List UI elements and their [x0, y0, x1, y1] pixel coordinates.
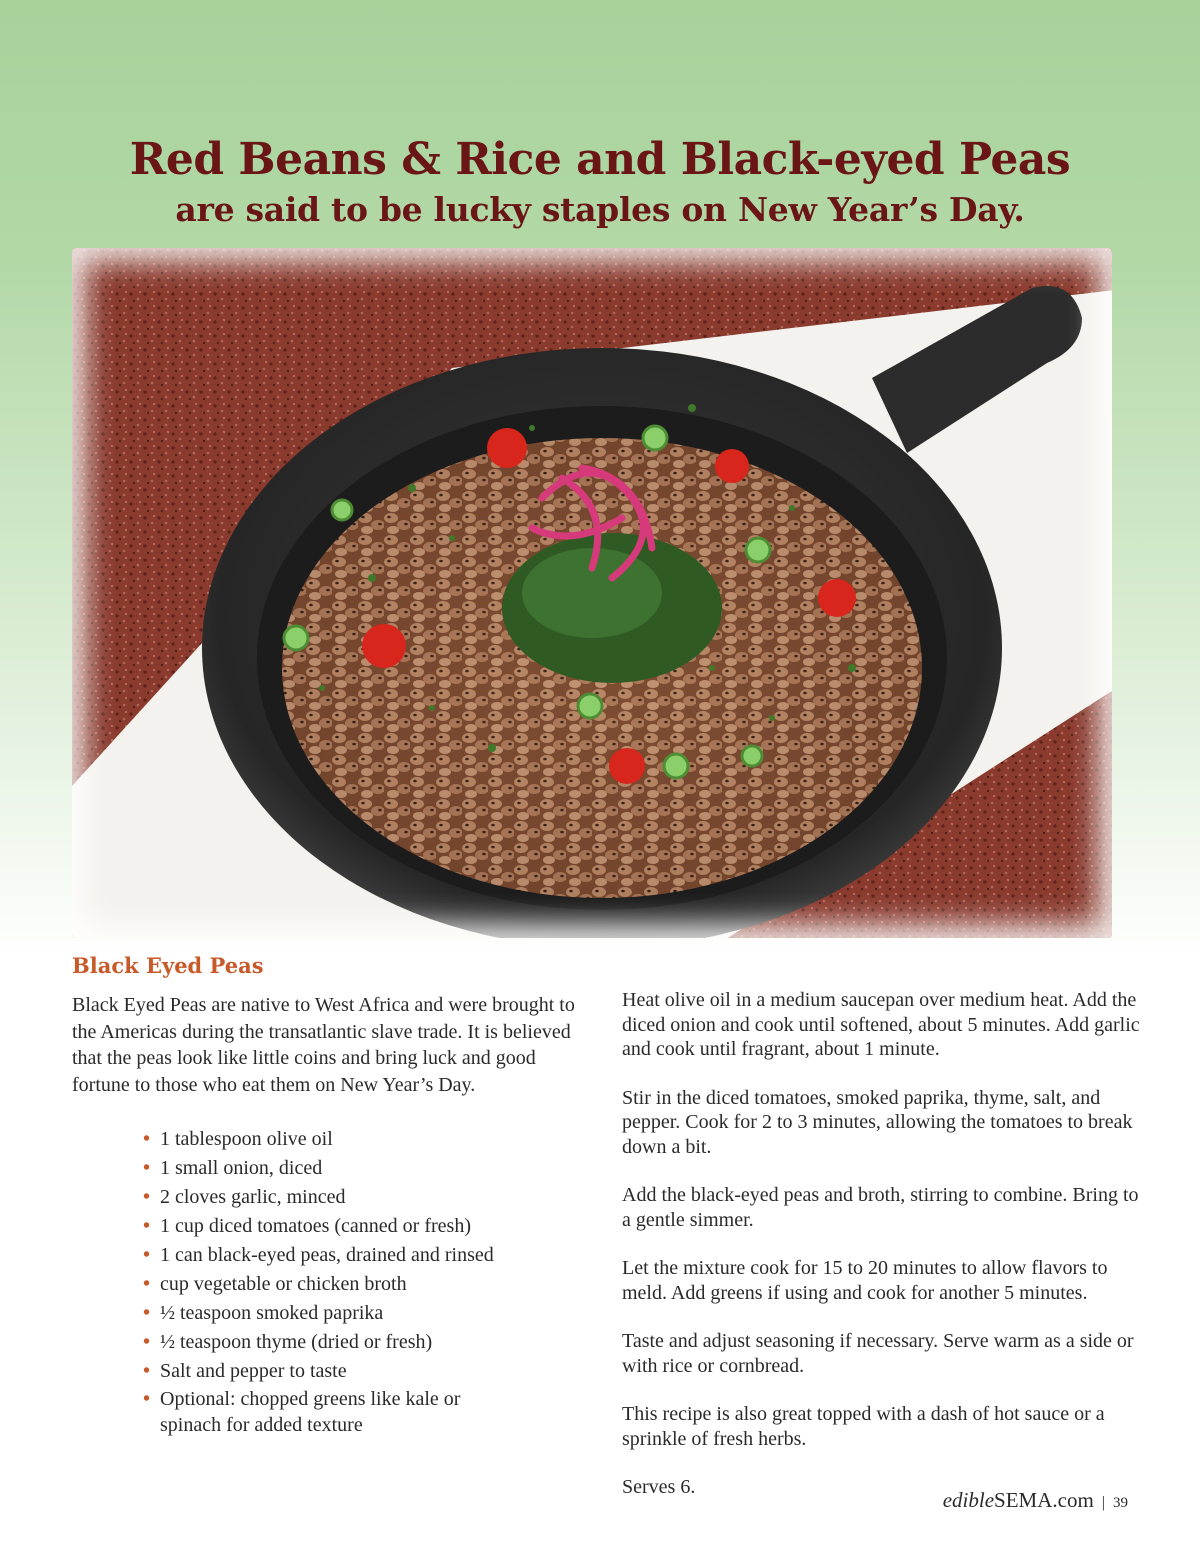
ingredient-item: • 1 cup diced tomatoes (canned or fresh) [143, 1212, 603, 1241]
headline-line-1: Red Beans & Rice and Black-eyed Peas [129, 134, 1071, 185]
ingredient-item: • ½ teaspoon smoked paprika [143, 1299, 603, 1328]
section-title: Black Eyed Peas [72, 953, 264, 978]
ingredient-item: • Optional: chopped greens like kale or spinach for added texture [143, 1386, 463, 1438]
instruction-step: Heat olive oil in a medium saucepan over medium heat. Add the diced onion and cook until softened, about 5 minutes. Add garlic and cook until fragrant, about 1 minute. [622, 989, 1140, 1060]
instruction-step: Add the black-eyed peas and broth, stirring to combine. Bring to a gentle simmer. [622, 1184, 1139, 1231]
ingredient-item: • Salt and pepper to taste [143, 1357, 603, 1386]
footer-separator: | [1101, 1494, 1105, 1511]
instruction-step: This recipe is also great topped with a dash of hot sauce or a sprinkle of fresh herbs. [622, 1403, 1105, 1450]
ingredient-item: • cup vegetable or chicken broth [143, 1270, 603, 1299]
serves-note: Serves 6. [622, 1476, 696, 1498]
instruction-step: Let the mixture cook for 15 to 20 minutes to allow flavors to meld. Add greens if using and cook for another 5 minutes. [622, 1257, 1108, 1304]
page-footer [943, 1488, 1128, 1513]
ingredient-item: • 1 can black-eyed peas, drained and rinsed [143, 1241, 603, 1270]
ingredients-list [143, 1125, 603, 1438]
instruction-step: Taste and adjust seasoning if necessary. Serve warm as a side or with rice or cornbread. [622, 1330, 1134, 1377]
ingredient-item: • 1 small onion, diced [143, 1154, 603, 1183]
ingredient-item: • 2 cloves garlic, minced [143, 1183, 603, 1212]
instructions [622, 988, 1142, 1524]
headline-line-2: are said to be lucky staples on New Year’s Day. [175, 190, 1025, 229]
skillet-illustration [72, 248, 1112, 938]
skillet-photo [72, 248, 1112, 938]
footer-brand-italic: edible [942, 1488, 995, 1512]
footer-brand: SEMA.com [994, 1488, 1094, 1512]
headline [0, 132, 1200, 232]
page-number: 39 [1113, 1495, 1128, 1511]
instruction-step: Stir in the diced tomatoes, smoked paprika, thyme, salt, and pepper. Cook for 2 to 3 minutes, allowing the tomatoes to break down a bit. [622, 1086, 1133, 1158]
ingredient-item: • 1 tablespoon olive oil [143, 1125, 603, 1154]
intro-paragraph: Black Eyed Peas are native to West Africa and were brought to the Americas during the transatlantic slave trade. It is believed that the peas look like little coins and bring luck and good fortune to those who eat them on New Year’s Day. [72, 994, 575, 1096]
ingredient-item: • ½ teaspoon thyme (dried or fresh) [143, 1328, 603, 1357]
